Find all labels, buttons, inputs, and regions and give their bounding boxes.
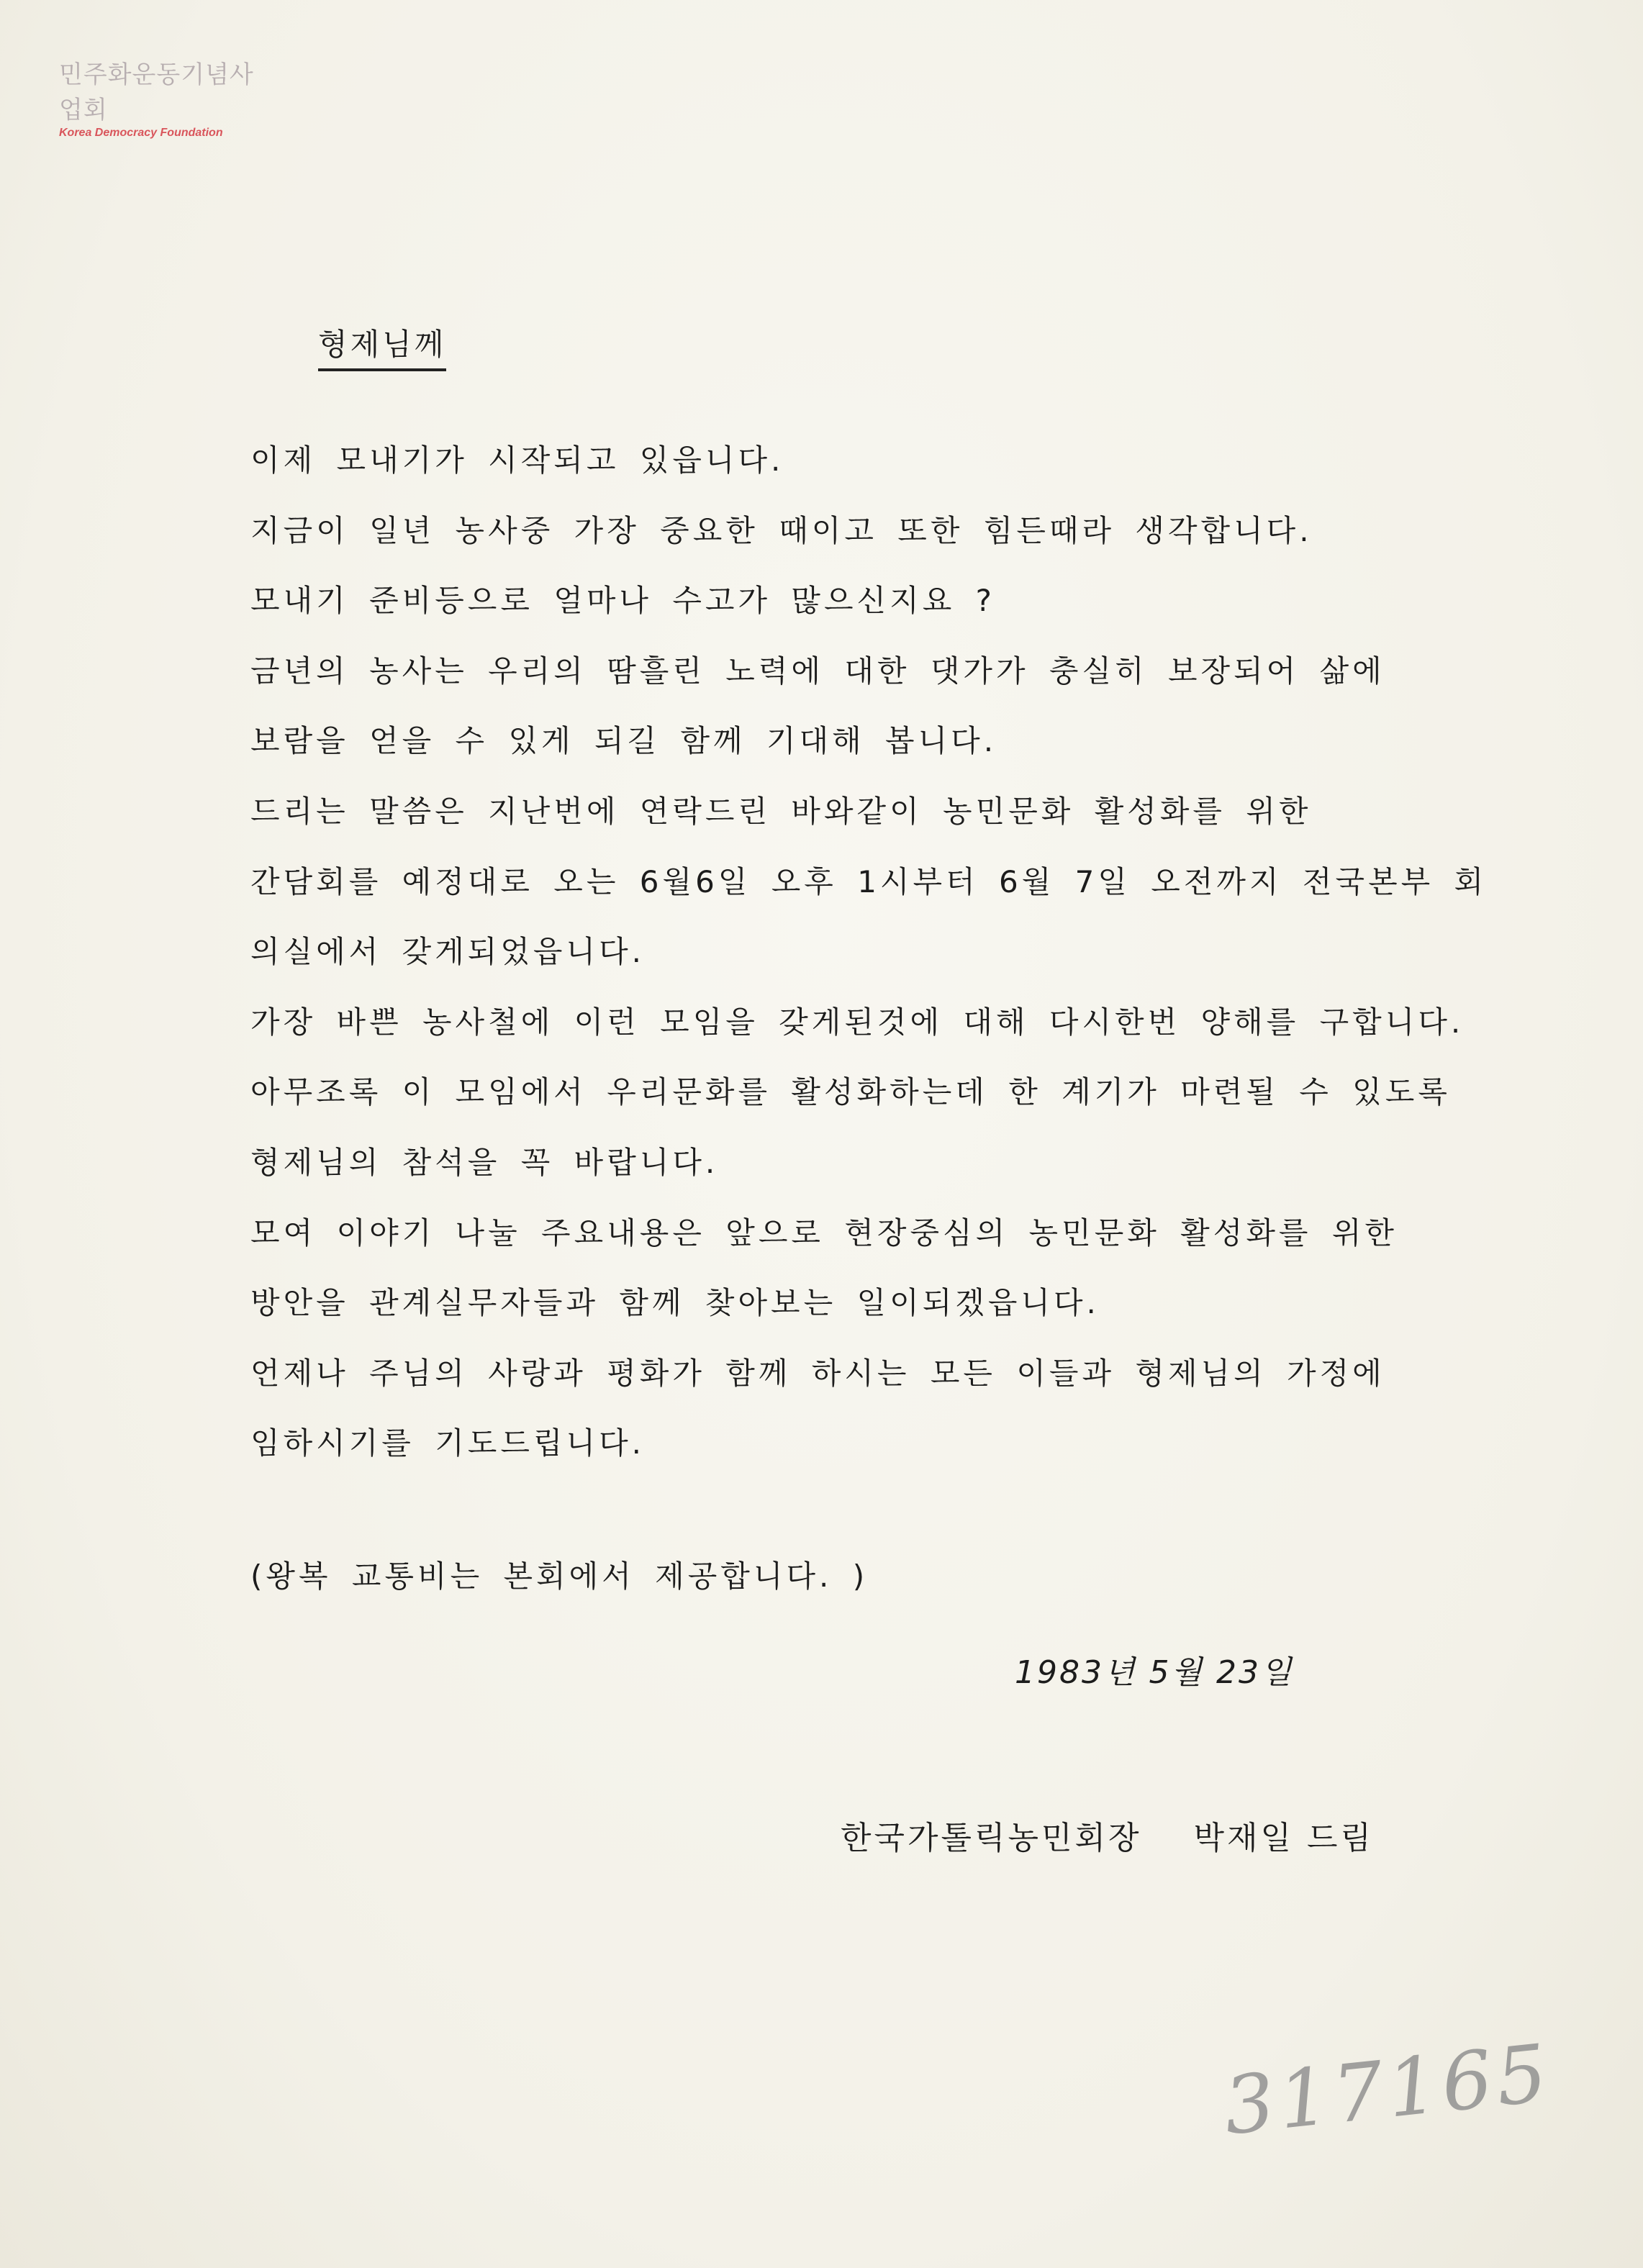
body-line: 임하시기를 기도드립니다.	[250, 1425, 645, 1461]
body-line: 모여 이야기 나눌 주요내용은 앞으로 현장중심의 농민문화 활성화를 위한	[250, 1215, 1398, 1251]
body-line: 보람을 얻을 수 있게 되길 함께 기대해 봅니다.	[250, 723, 997, 759]
letter-salutation: 형제님께	[318, 321, 446, 371]
body-line: 이제 모내기가 시작되고 있읍니다.	[250, 443, 784, 478]
sender-organization: 한국가톨릭농민회장	[841, 1820, 1142, 1856]
travel-expense-note: (왕복 교통비는 본회에서 제공합니다. )	[250, 1559, 869, 1594]
body-line: 드리는 말씀은 지난번에 연락드린 바와같이 농민문화 활성화를 위한	[250, 793, 1312, 829]
sender-name: 박재일 드림	[1193, 1820, 1375, 1856]
body-line: 모내기 준비등으로 얼마나 수고가 많으신지요 ?	[250, 583, 995, 619]
body-line: 금년의 농사는 우리의 땀흘린 노력에 대한 댓가가 충실히 보장되어 삶에	[250, 653, 1385, 689]
letter-signature	[841, 1812, 1374, 1858]
foundation-watermark	[59, 55, 275, 140]
watermark-english: Korea Democracy Foundation	[59, 127, 223, 139]
body-line: 간담회를 예정대로 오는 6월6일 오후 1시부터 6월 7일 오전까지 전국본부 회	[250, 863, 1488, 899]
body-line: 언제나 주님의 사랑과 평화가 함께 하시는 모든 이들과 형제님의 가정에	[250, 1355, 1385, 1391]
body-line: 의실에서 갖게되었읍니다.	[250, 934, 645, 970]
letter-body	[250, 443, 1560, 1497]
body-line: 지금이 일년 농사중 가장 중요한 때이고 또한 힘든때라 생각합니다.	[250, 512, 1313, 548]
letter-date: 1983년 5월 23일	[1015, 1654, 1294, 1691]
watermark-korean: 민주화운동기념사업회	[59, 60, 254, 124]
body-line: 가장 바쁜 농사철에 이런 모임을 갖게된것에 대해 다시한번 양해를 구합니다.	[250, 1004, 1465, 1040]
body-line: 아무조록 이 모임에서 우리문화를 활성화하는데 한 계기가 마련될 수 있도록	[250, 1074, 1451, 1110]
body-line: 방안을 관계실무자들과 함께 찾아보는 일이되겠읍니다.	[250, 1285, 1100, 1321]
body-line: 형제님의 참석을 꼭 바랍니다.	[250, 1144, 719, 1180]
archive-number: 317165	[1219, 2026, 1556, 2153]
